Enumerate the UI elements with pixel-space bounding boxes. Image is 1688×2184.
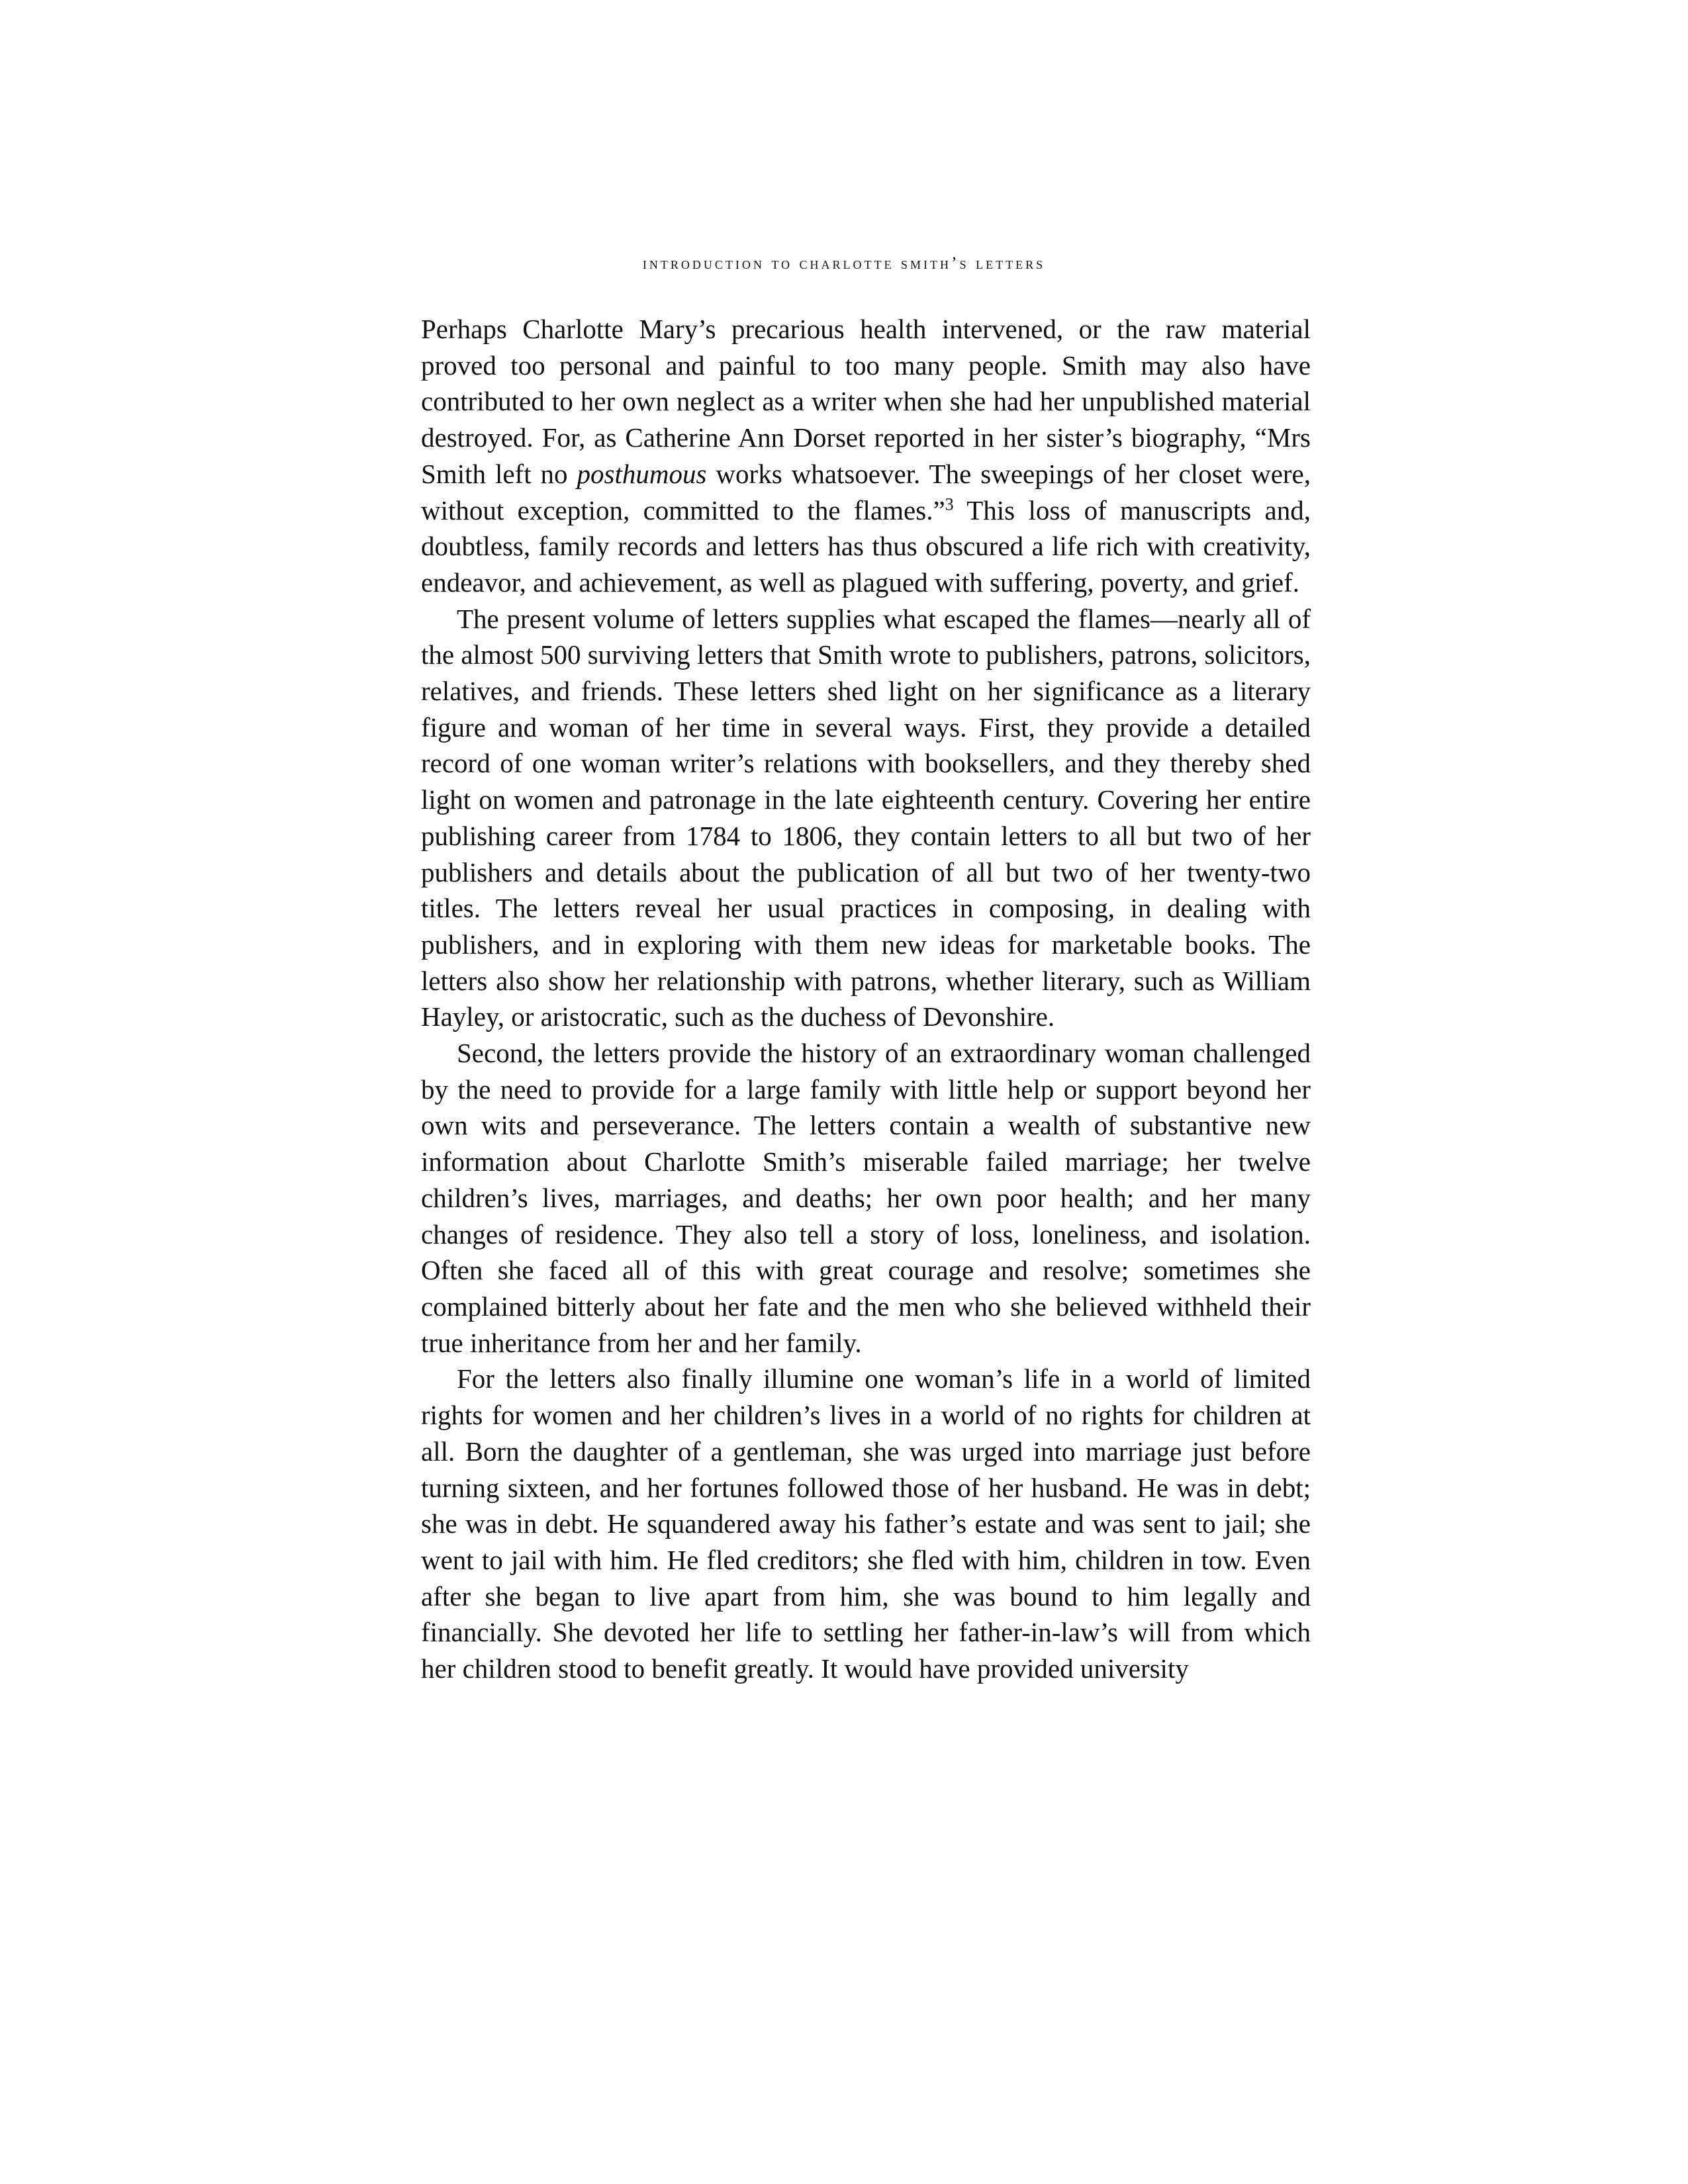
paragraph-4: For the letters also finally illumine one woman’s life in a world of limited rights for women and her children’s lives in a world of no rights for children at all. Born the daughter of a gentleman, she was urged into marriage just before turning sixteen, and her fortunes followed those of her husband. He was in debt; she was in debt. He squandered away his father’s estate and was sent to jail; she went to jail with him. He fled creditors; she fled with him, children in tow. Even after she began to live apart from him, she was bound to him legally and financially. She devoted her life to settling her father-in-law’s will from which her children stood to benefit greatly. It would have provided university: [421, 1363, 1311, 1684]
paragraph-1-text-c: This loss of manuscripts and, doubtless, family records and letters has thus obscured a life rich with creativity, endeavor, and achievement, as well as plagued with suffering, poverty, and grief.: [421, 494, 1311, 598]
body-text: [421, 311, 1311, 1687]
paragraph-3: Second, the letters provide the history of an extraordinary woman challenged by the need to provide for a large family with little help or support beyond her own wits and perseverance. The letters contain a wealth of substantive new information about Charlotte Smith’s miserable failed marriage; her twelve children’s lives, marriages, and deaths; her own poor health; and her many changes of residence. They also tell a story of loss, loneliness, and isolation. Often she faced all of this with great courage and resolve; sometimes she complained bitterly about her fate and the men who she believed withheld their true inheritance from her and her family.: [421, 1038, 1311, 1358]
running-head: introduction to charlotte smith’s letters: [642, 253, 1046, 273]
paragraph-1-text-b: works whatsoever. The sweepings of her closet were, without exception, committed to the flames.”: [421, 458, 1311, 525]
italic-posthumous: posthumous: [577, 458, 707, 489]
paragraph-1: [421, 311, 1311, 601]
paragraph-2: The present volume of letters supplies what escaped the flames—nearly all of the almost 500 surviving letters that Smith wrote to publishers, patrons, solicitors, relatives, and friends. These letters shed light on her significance as a literary figure and woman of her time in several ways. First, they provide a detailed record of one woman writer’s relations with booksellers, and they thereby shed light on women and patronage in the late eighteenth century. Covering her entire publishing career from 1784 to 1806, they contain letters to all but two of her publishers and details about the publication of all but two of her twenty-two titles. The letters reveal her usual practices in composing, in dealing with publishers, and in exploring with them new ideas for marketable books. The letters also show her relationship with patrons, whether literary, such as William Hayley, or aristocratic, such as the duchess of Devonshire.: [421, 603, 1311, 1032]
paragraph-1-text-a: Perhaps Charlotte Mary’s precarious health intervened, or the raw material proved too personal and painful to too many people. Smith may also have contributed to her own neglect as a writer when she had her unpublished material destroyed. For, as Catherine Ann Dorset reported in her sister’s biography, “Mrs Smith left no: [421, 314, 1311, 489]
footnote-reference[interactable]: 3: [945, 494, 954, 514]
